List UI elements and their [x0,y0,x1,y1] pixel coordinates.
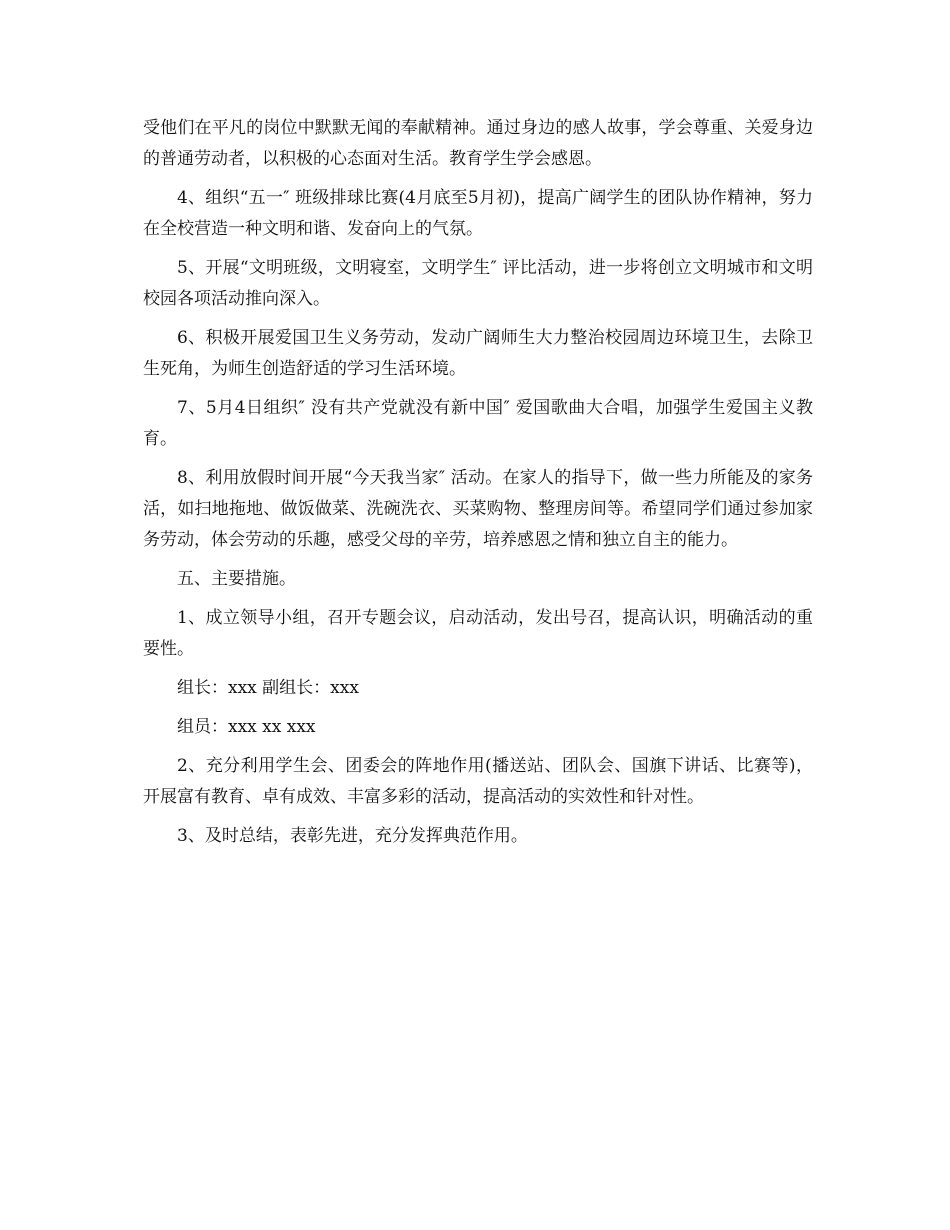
team-members-line: 组员：xxx xx xxx [177,717,316,737]
paragraph-item-6: 6、积极开展爱国卫生义务劳动，发动广阔师生大力整治校园周边环境卫生，去除卫生死角，为师生创造舒适的学习生活环境。 [143,328,813,379]
team-leaders-line: 组长：xxx 副组长：xxx [177,678,359,698]
paragraph-item-8: 8、利用放假时间开展“今天我当家″ 活动。在家人的指导下，做一些力所能及的家务活，如扫地拖地、做饭做菜、洗碗洗衣、买菜购物、整理房间等。希望同学们通过参加家务劳动，体会劳动的乐趣，感受父母的辛劳，培养感恩之情和独立自主的能力。 [143,468,813,550]
paragraph-item-5: 5、开展“文明班级，文明寝室，文明学生″ 评比活动，进一步将创立文明城市和文明校园各项活动推向深入。 [143,258,813,309]
paragraph-item-7: 7、5月4日组织″ 没有共产党就没有新中国″ 爱国歌曲大合唱，加强学生爱国主义教育。 [143,398,813,449]
document-body [143,113,813,860]
paragraph-measure-1: 1、成立领导小组，召开专题会议，启动活动，发出号召，提高认识，明确活动的重要性。 [143,608,813,659]
paragraph-item-4: 4、组织“五一″ 班级排球比赛(4月底至5月初)，提高广阔学生的团队协作精神，努力在全校营造一种文明和谐、发奋向上的气氛。 [143,188,813,239]
section-heading-measures: 五、主要措施。 [177,569,296,589]
paragraph-measure-3: 3、及时总结，表彰先进，充分发挥典范作用。 [177,826,528,846]
paragraph-measure-2: 2、充分利用学生会、团委会的阵地作用(播送站、团队会、国旗下讲话、比赛等)，开展富有教育、卓有成效、丰富多彩的活动，提高活动的实效性和针对性。 [143,756,813,807]
paragraph-continuation: 受他们在平凡的岗位中默默无闻的奉献精神。通过身边的感人故事，学会尊重、关爱身边的普通劳动者，以积极的心态面对生活。教育学生学会感恩。 [143,118,813,169]
